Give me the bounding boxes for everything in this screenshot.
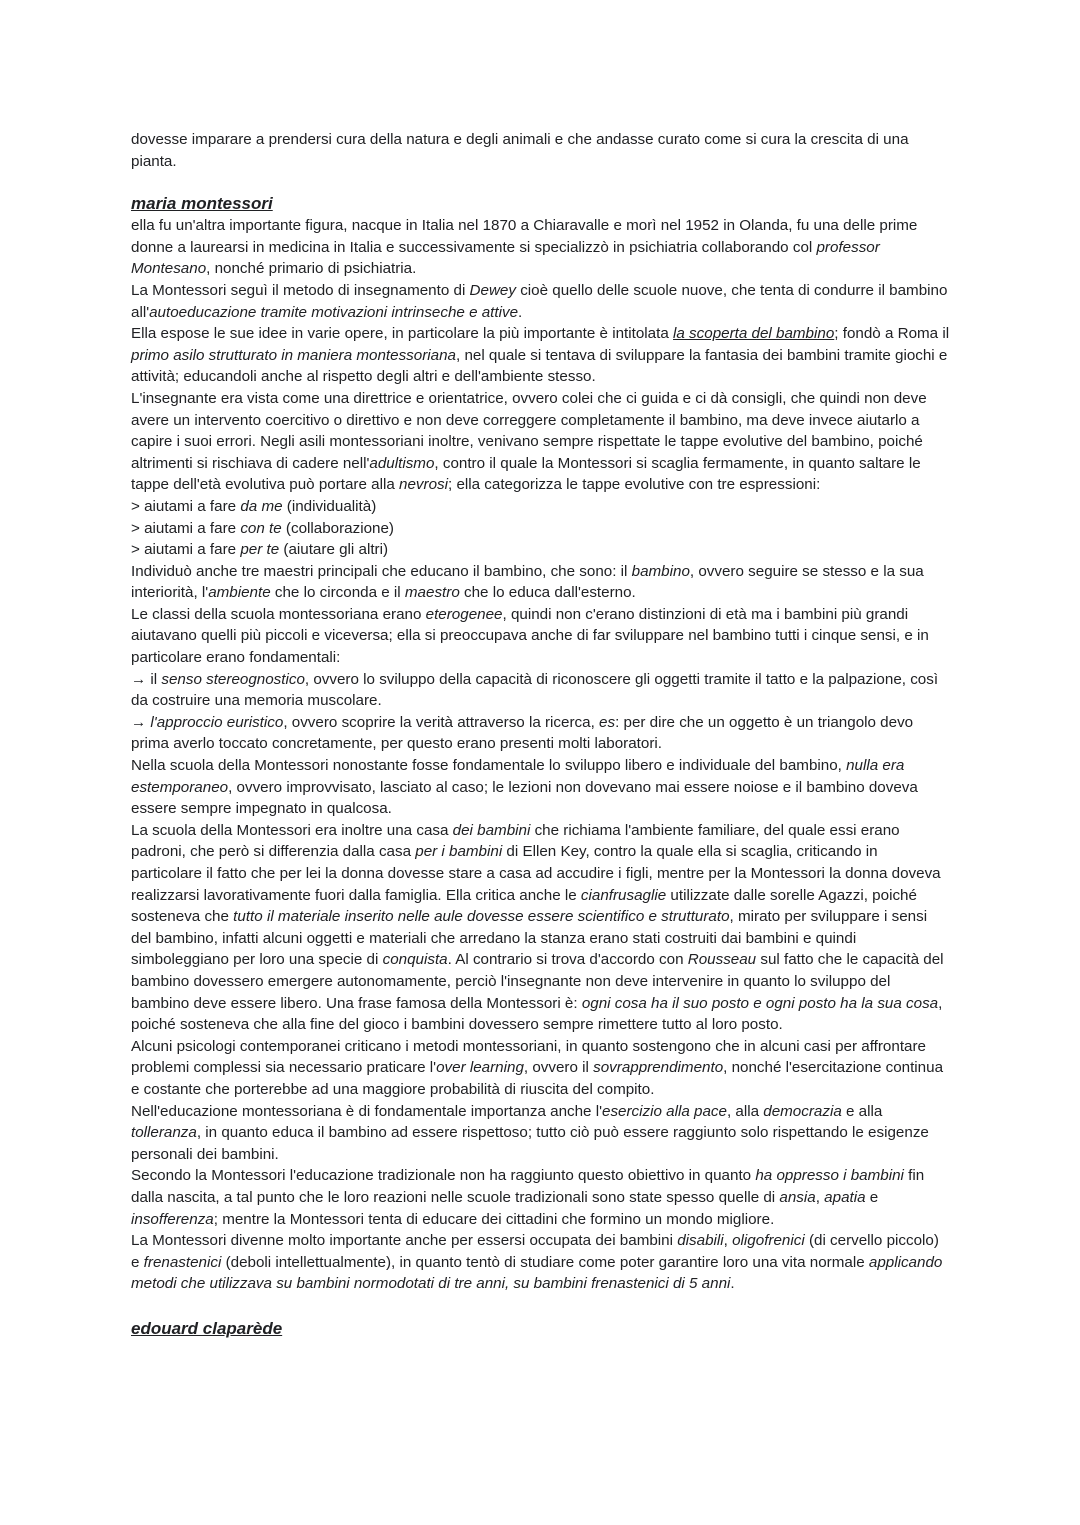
text-run: Rousseau (687, 951, 757, 969)
text-run: eterogenee (425, 605, 503, 623)
text-run: . Al contrario si trova d'accordo con (447, 951, 688, 969)
paragraph (131, 388, 951, 496)
text-run: es (599, 713, 616, 731)
text-run: , poiché sosteneva che alla fine del gioco i bambini dovessero sempre rimettere tutto al loro posto. (131, 994, 943, 1034)
paragraph (131, 1165, 951, 1230)
text-run: nulla era estemporaneo (131, 757, 905, 796)
text-run: che richiama l'ambiente familiare, del quale essi erano padroni, che però si differenzia dalla casa (131, 821, 900, 861)
text-run: di Ellen Key, contro la quale ella si scaglia, criticando in particolare il fatto che per lei la donna dovesse stare a casa ad accudire i figli, mentre per la Montessori la donna doveva realizzarsi lavorativamente fuori dalla famiglia. Ella critica anche le (131, 843, 941, 904)
text-run: > aiutami a fare (131, 519, 241, 537)
text-run: democrazia (763, 1102, 842, 1120)
document-page (131, 129, 951, 1340)
text-run: ambiente (208, 584, 271, 602)
paragraph (131, 755, 951, 820)
text-run: La Montessori seguì il metodo di insegnamento di (131, 281, 470, 299)
text-run: , quindi non c'erano distinzioni di età ma i bambini più grandi aiutavano quelli più piccoli e viceversa; ella si preoccupava anche di far sviluppare nel bambino tutti i cinque sensi, e in particolare erano fondamentali: (131, 605, 929, 667)
text-run: . (730, 1275, 735, 1293)
text-run: disabili (677, 1232, 724, 1250)
paragraph (131, 712, 951, 755)
text-run: l'approccio euristico (150, 713, 284, 731)
text-run: applicando metodi che utilizzava su bambini normodotati di tre anni, su bambini frenastenici di 5 anni (131, 1253, 943, 1293)
text-run: primo asilo strutturato in maniera montessoriana (131, 346, 456, 364)
text-run: , ovvero scoprire la verità attraverso la ricerca, (283, 713, 600, 731)
section-heading-maria-montessori: maria montessori (131, 194, 273, 214)
text-run: > aiutami a fare (131, 497, 241, 515)
paragraph (131, 518, 951, 540)
paragraph (131, 1101, 951, 1166)
text-run: adultismo (369, 454, 435, 472)
text-run: ella fu un'altra importante figura, nacque in Italia nel 1870 a Chiaravalle e morì nel 1952 in Olanda, fu una delle prime donne a laurearsi in medicina in Italia e successivamente si specializzò in psichiatria collaborando col (131, 217, 918, 256)
intro-paragraph: dovesse imparare a prendersi cura della natura e degli animali e che andasse curato come si cura la crescita di una pianta. (131, 131, 909, 170)
text-run: , nonché primario di psichiatria. (206, 260, 417, 278)
text-run: → il (131, 670, 162, 688)
text-run: dei bambini (452, 821, 531, 839)
text-run: cioè quello delle scuole nuove, che tenta di condurre il bambino all' (131, 281, 948, 321)
text-run: Ella espose le sue idee in varie opere, in particolare la più importante è intitolata (131, 325, 674, 343)
text-run: professor Montesano (131, 238, 880, 278)
paragraph (131, 820, 951, 1036)
text-run: ha oppresso i bambini (755, 1167, 904, 1185)
paragraph (131, 1036, 951, 1101)
text-run: esercizio alla pace (602, 1102, 727, 1120)
text-run: da me (240, 497, 283, 515)
text-run: , ovvero improvvisato, lasciato al caso; le lezioni non dovevano mai essere noiose e il bambino doveva essere sempre impegnato in qualcosa. (131, 778, 918, 818)
text-run: , in quanto educa il bambino ad essere rispettoso; tutto ciò può essere raggiunto solo rispettando le esigenze personali dei bambini. (131, 1124, 929, 1163)
text-run: bambino (631, 562, 690, 580)
section-body (131, 215, 951, 1295)
text-run: per te (240, 541, 280, 559)
text-run: ; ella categorizza le tappe evolutive con tre espressioni: (448, 476, 821, 494)
text-run: ; mentre la Montessori tenta di educare dei cittadini che formino un mondo migliore. (213, 1210, 775, 1228)
text-run: La scuola della Montessori era inoltre una casa (131, 821, 453, 839)
text-run: , nonché l'esercitazione continua e costante che porterebbe ad una maggiore probabilità di riuscita del compito. (131, 1059, 944, 1098)
text-run: > aiutami a fare (131, 541, 241, 559)
text-run: : per dire che un oggetto è un triangolo devo prima averlo toccato concretamente, per questo erano presenti molti laboratori. (131, 713, 914, 753)
text-run: e (865, 1188, 879, 1206)
text-run: , ovvero seguire se stesso e la sua interiorità, l' (131, 562, 924, 602)
paragraph (131, 280, 951, 323)
section-heading-edouard-claparede: edouard claparède (131, 1318, 283, 1338)
text-run: apatia (824, 1188, 866, 1206)
text-run: → (131, 713, 151, 731)
text-run: over learning (436, 1059, 524, 1077)
text-run: sul fatto che le capacità del bambino dovessero emergere autonomamente, perciò l'insegnante non deve intervenire in quanto lo sviluppo del bambino deve essere libero. Una frase famosa della Montessori è: (131, 951, 944, 1012)
text-run: tolleranza (131, 1124, 197, 1142)
text-run: , (815, 1188, 825, 1206)
text-run: L'insegnante era vista come una direttrice e orientatrice, ovvero colei che ci guida e ci dà consigli, che quindi non deve avere un intervento coercitivo o direttivo e non deve correggere completamente il bambino, ma deve invece aiutarlo a capire i suoi errori. Negli asili montessoriani inoltre, venivano sempre rispettate le tappe evolutive del bambino, poiché altrimenti si rischiava di cadere nell' (131, 389, 927, 472)
text-run: ogni cosa ha il suo posto e ogni posto ha la sua cosa (581, 994, 939, 1012)
text-run: Nell'educazione montessoriana è di fondamentale importanza anche l' (131, 1102, 602, 1120)
text-run: conquista (382, 951, 448, 969)
paragraph (131, 1230, 951, 1295)
text-run: utilizzate dalle sorelle Agazzi, poiché sosteneva che (131, 886, 917, 926)
text-run: (aiutare gli altri) (279, 541, 389, 559)
text-run: autoeducazione tramite motivazioni intrinseche e attive (149, 303, 519, 321)
text-run: senso stereognostico (161, 670, 305, 688)
text-run: Alcuni psicologi contemporanei criticano i metodi montessoriani, in quanto sostengono che in alcuni casi per affrontare problemi complessi sia necessario praticare l' (131, 1037, 926, 1077)
text-run: con te (240, 519, 282, 537)
text-run: , mirato per sviluppare i sensi del bambino, infatti alcuni oggetti e materiali che arredano la stanza erano stati costruiti dai bambini e quindi simboleggiano per loro una specie di (131, 908, 928, 969)
text-run: sovrapprendimento (593, 1059, 724, 1077)
text-run: . (518, 303, 523, 321)
text-run: (individualità) (282, 497, 377, 515)
text-run: che lo educa dall'esterno. (459, 584, 636, 602)
text-run: , ovvero lo sviluppo della capacità di riconoscere gli oggetti tramite il tatto e la palpazione, così da costruire una memoria muscolare. (131, 670, 939, 710)
text-run: Dewey (469, 281, 516, 299)
paragraph (131, 604, 951, 669)
text-run: Nella scuola della Montessori nonostante fosse fondamentale lo sviluppo libero e individuale del bambino, (131, 757, 847, 775)
paragraph (131, 539, 951, 561)
text-run: , nel quale si tentava di sviluppare la fantasia dei bambini tramite giochi e attività; educandoli anche al rispetto degli altri e dell'ambiente stesso. (131, 346, 948, 386)
paragraph (131, 669, 951, 712)
text-run: Secondo la Montessori l'educazione tradizionale non ha raggiunto questo obiettivo in quanto (131, 1167, 756, 1185)
text-run: Individuò anche tre maestri principali che educano il bambino, che sono: il (131, 562, 632, 580)
paragraph (131, 561, 951, 604)
text-run: ansia (779, 1188, 816, 1206)
text-run: tutto il materiale inserito nelle aule dovesse essere scientifico e strutturato (233, 908, 730, 926)
text-run: fin dalla nascita, a tal punto che le loro reazioni nelle scuole tradizionali sono state spesso quelle di (131, 1167, 925, 1206)
paragraph (131, 215, 951, 280)
text-run: frenastenici (143, 1253, 222, 1271)
text-run: , (723, 1232, 733, 1250)
text-run: , alla (726, 1102, 764, 1120)
text-run: maestro (404, 584, 460, 602)
text-run: (di cervello piccolo) e (131, 1232, 939, 1271)
text-run: la scoperta del bambino (673, 325, 835, 343)
text-run: e alla (841, 1102, 883, 1120)
text-run: che lo circonda e il (270, 584, 405, 602)
paragraph (131, 323, 951, 388)
text-run: nevrosi (399, 476, 448, 494)
text-run: Le classi della scuola montessoriana erano (131, 605, 426, 623)
text-run: cianfrusaglie (580, 886, 667, 904)
text-run: La Montessori divenne molto importante anche per essersi occupata dei bambini (131, 1232, 678, 1250)
text-run: , ovvero il (523, 1059, 594, 1077)
text-run: (deboli intellettualmente), in quanto tentò di studiare come poter garantire loro una vita normale (221, 1253, 869, 1271)
text-run: (collaborazione) (281, 519, 394, 537)
paragraph (131, 496, 951, 518)
text-run: , contro il quale la Montessori si scaglia fermamente, in quanto saltare le tappe dell'età evolutiva può portare alla (131, 454, 921, 494)
text-run: insofferenza (131, 1210, 214, 1228)
text-run: ; fondò a Roma il (834, 325, 950, 343)
text-run: oligofrenici (732, 1232, 805, 1250)
text-run: per i bambini (415, 843, 503, 861)
